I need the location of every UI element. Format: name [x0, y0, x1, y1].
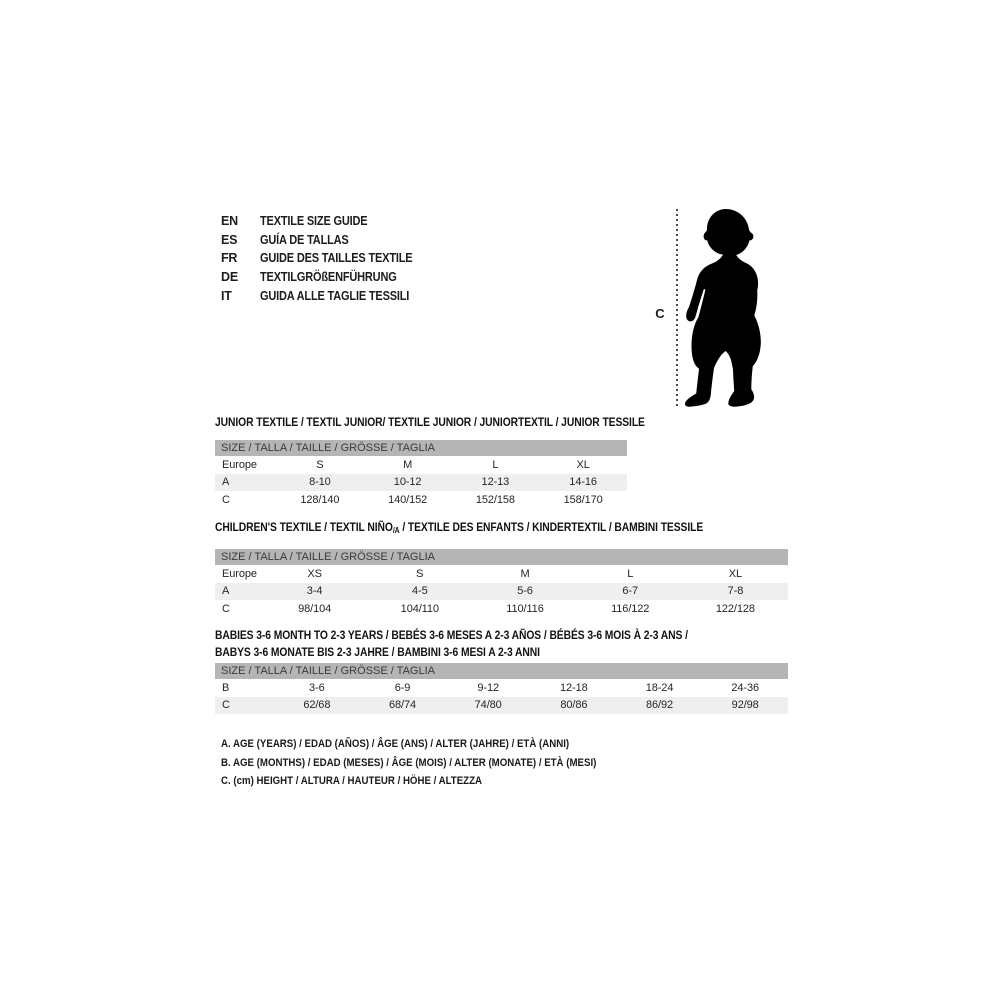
- row-label-cell: Europe: [222, 567, 257, 580]
- table-title: [215, 521, 708, 537]
- row-label-cell: C: [222, 602, 230, 615]
- language-label: TEXTILE SIZE GUIDE: [260, 214, 368, 228]
- data-cell: 158/170: [563, 493, 603, 506]
- data-cell: 14-16: [569, 476, 597, 489]
- table-title-text: / TEXTILE DES ENFANTS / KINDERTEXTIL / BAMBINI TESSILE: [399, 520, 704, 534]
- data-cell: 68/74: [388, 699, 417, 712]
- row-label-cell: C: [222, 699, 230, 712]
- row-label-cell: A: [222, 585, 230, 598]
- legend-line-a: [221, 735, 648, 754]
- legend-text: A. AGE (YEARS) / EDAD (AÑOS) / ÂGE (ANS) / ALTER (JAHRE) / ETÀ (ANNI): [221, 738, 570, 750]
- data-cell: 122/128: [715, 602, 755, 615]
- table-row: [215, 679, 788, 697]
- size-header-bar: [215, 663, 788, 679]
- table-title-text: CHILDREN'S TEXTILE / TEXTIL NIÑO: [215, 520, 393, 534]
- data-cell: 104/110: [400, 602, 439, 615]
- table-row: [215, 600, 788, 618]
- babies-textile-table: [215, 627, 788, 714]
- table-row: [215, 697, 788, 715]
- data-cell: 86/92: [646, 699, 674, 712]
- language-item: [221, 231, 433, 250]
- data-cell: L: [492, 458, 499, 471]
- size-header-bar: [215, 440, 627, 456]
- table-title: JUNIOR TEXTILE / TEXTIL JUNIOR/ TEXTILE JUNIOR / JUNIORTEXTIL / JUNIOR TESSILE: [215, 415, 645, 429]
- data-cell: 6-7: [622, 585, 639, 598]
- table-row: [215, 565, 788, 583]
- table-row: [215, 491, 627, 509]
- legend-notes: [221, 735, 648, 791]
- data-cell: 62/68: [303, 699, 331, 712]
- data-cell: 98/104: [298, 602, 332, 615]
- language-code: EN: [221, 214, 238, 228]
- language-item: [221, 287, 433, 306]
- data-cell: 9-12: [477, 681, 499, 694]
- junior-textile-table: [215, 415, 645, 509]
- data-cell: XS: [307, 567, 322, 580]
- language-item: [221, 212, 433, 231]
- data-cell: 140/152: [388, 493, 428, 506]
- data-cell: 3-4: [306, 585, 323, 598]
- legend-line-c: [221, 772, 648, 791]
- data-cell: 5-6: [517, 585, 533, 598]
- language-item: [221, 249, 433, 268]
- data-cell: 6-9: [394, 681, 411, 694]
- data-cell: 116/122: [611, 602, 650, 615]
- data-cell: 12-18: [560, 681, 588, 694]
- data-cell: M: [403, 458, 413, 471]
- size-header-bar: [215, 549, 788, 565]
- language-label: GUÍA DE TALLAS: [260, 232, 349, 247]
- data-cell: 128/140: [300, 493, 340, 506]
- language-list: [221, 212, 433, 306]
- data-cell: XL: [576, 458, 590, 471]
- data-cell: 92/98: [731, 699, 759, 712]
- table-row: [215, 474, 627, 492]
- size-header-label: SIZE / TALLA / TAILLE / GRÖSSE / TAGLIA: [221, 442, 435, 454]
- data-cell: 8-10: [309, 476, 331, 489]
- language-code: ES: [221, 232, 238, 247]
- size-header-label: SIZE / TALLA / TAILLE / GRÖSSE / TAGLIA: [221, 551, 435, 563]
- data-cell: L: [627, 567, 634, 580]
- data-cell: 24-36: [731, 681, 760, 694]
- data-cell: 3-6: [309, 681, 325, 694]
- legend-text: B. AGE (MONTHS) / EDAD (MESES) / ÂGE (MOIS) / ALTER (MONATE) / ETÀ (MESI): [221, 756, 597, 769]
- row-label-cell: C: [222, 493, 230, 506]
- language-label: GUIDE DES TAILLES TEXTILE: [260, 251, 413, 266]
- size-header-label: SIZE / TALLA / TAILLE / GRÖSSE / TAGLIA: [221, 665, 435, 677]
- table-title-line1: BABIES 3-6 MONTH TO 2-3 YEARS / BEBÉS 3-6 MESES A 2-3 AÑOS / BÉBÉS 3-6 MOIS À 2-3 ANS /: [215, 628, 688, 642]
- row-label-cell: Europe: [222, 458, 257, 471]
- data-cell: S: [316, 458, 324, 471]
- data-cell: 7-8: [727, 585, 744, 598]
- children-textile-table: [215, 521, 788, 618]
- data-cell: 18-24: [645, 681, 674, 694]
- language-code: FR: [221, 251, 238, 266]
- height-c-label: C: [655, 306, 665, 321]
- table-row: [215, 583, 788, 601]
- table-row: [215, 456, 627, 474]
- language-code: IT: [221, 288, 232, 303]
- legend-line-b: [221, 754, 648, 773]
- data-cell: 12-13: [481, 476, 510, 489]
- table-title-line2: BABYS 3-6 MONATE BIS 2-3 JAHRE / BAMBINI 3-6 MESI A 2-3 ANNI: [215, 645, 540, 659]
- language-item: [221, 268, 433, 287]
- data-cell: XL: [728, 567, 743, 580]
- table-title: [215, 627, 708, 661]
- data-cell: 110/116: [506, 602, 544, 615]
- data-cell: 80/86: [560, 699, 588, 712]
- data-cell: M: [520, 567, 530, 580]
- row-label-cell: A: [222, 476, 230, 489]
- legend-text: C. (cm) HEIGHT / ALTURA / HAUTEUR / HÖHE / ALTEZZA: [221, 775, 483, 788]
- language-label: TEXTILGRÖßENFÜHRUNG: [260, 270, 397, 285]
- language-code: DE: [221, 270, 238, 285]
- data-cell: 74/80: [474, 699, 502, 712]
- data-cell: 152/158: [475, 493, 515, 506]
- language-label: GUIDA ALLE TAGLIE TESSILI: [260, 288, 410, 303]
- height-dotted-line: [676, 209, 678, 408]
- data-cell: 4-5: [412, 585, 428, 598]
- toddler-silhouette-icon: [684, 208, 769, 408]
- table-title-subscript: /A: [392, 526, 400, 535]
- row-label-cell: B: [222, 681, 230, 694]
- data-cell: 10-12: [393, 476, 422, 489]
- data-cell: S: [416, 567, 424, 580]
